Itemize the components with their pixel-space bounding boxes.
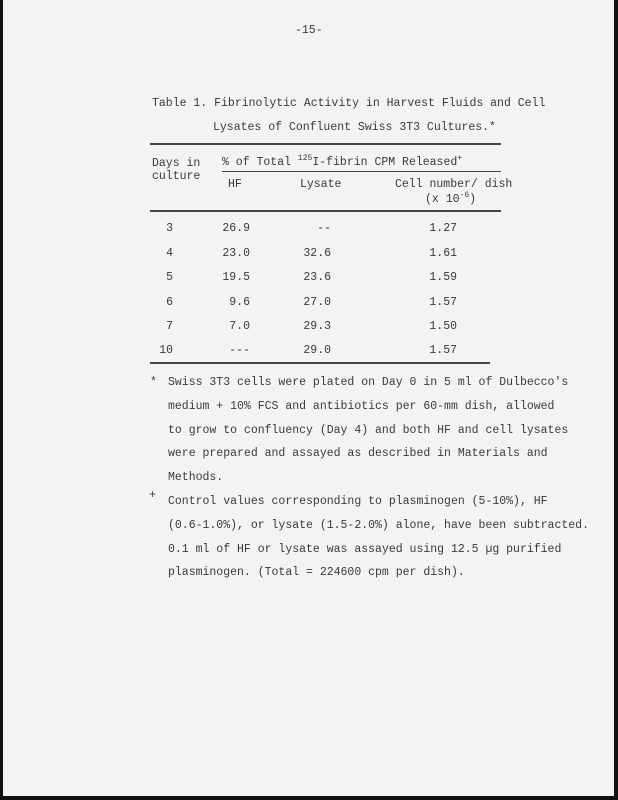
- cell-lysate: 27.0: [303, 296, 331, 309]
- header-days-2: culture: [152, 170, 201, 183]
- footnote-line: to grow to confluency (Day 4) and both HF and cell lysates: [168, 424, 569, 437]
- group-mark: +: [457, 154, 463, 163]
- cell-cell-number: 1.27: [429, 222, 457, 235]
- footnote-line: Swiss 3T3 cells were plated on Day 0 in 5 ml of Dulbecco's: [168, 376, 569, 389]
- unit-exp: -6: [459, 191, 470, 200]
- cell-cell-number: 1.57: [429, 296, 457, 309]
- cell-hf: 7.0: [229, 320, 250, 333]
- group-sup: 125: [297, 154, 313, 163]
- cell-hf: 19.5: [222, 271, 250, 284]
- top-rule: [150, 143, 501, 145]
- header-days: Days in: [152, 157, 201, 170]
- document-page: [3, 0, 614, 796]
- footnote-line: 0.1 ml of HF or lysate was assayed using 12.5 µg purified: [168, 543, 562, 556]
- cell-days: 6: [166, 296, 173, 309]
- cell-hf: 9.6: [229, 296, 250, 309]
- table-title-line1: Table 1. Fibrinolytic Activity in Harvest Fluids and Cell: [152, 97, 546, 110]
- header-cells: Cell number/ dish: [395, 178, 513, 191]
- footnote-line: Control values corresponding to plasminogen (5-10%), HF: [168, 495, 548, 508]
- footnote1-mark: *: [150, 376, 157, 389]
- footnote2-mark: +: [149, 489, 156, 502]
- cell-days: 5: [166, 271, 173, 284]
- cell-days: 7: [166, 320, 173, 333]
- group-rule: [222, 171, 501, 172]
- header-hf: HF: [228, 178, 242, 191]
- cell-days: 10: [159, 344, 173, 357]
- header-lysate: Lysate: [300, 178, 342, 191]
- unit-base: (x 10: [425, 193, 460, 206]
- cell-hf: ---: [229, 344, 250, 357]
- cell-lysate: 29.3: [303, 320, 331, 333]
- footnote-line: medium + 10% FCS and antibiotics per 60-mm dish, allowed: [168, 400, 555, 413]
- page-number: -15-: [295, 24, 323, 37]
- cell-hf: 26.9: [222, 222, 250, 235]
- header-group: [222, 155, 462, 169]
- group-suffix: I-fibrin CPM Released: [312, 156, 458, 169]
- cell-days: 3: [166, 222, 173, 235]
- cell-hf: 23.0: [222, 247, 250, 260]
- group-prefix: % of Total: [222, 156, 298, 169]
- cell-lysate: 23.6: [303, 271, 331, 284]
- unit-close: ): [469, 193, 477, 206]
- footnote-line: Methods.: [168, 471, 224, 484]
- footnote-line: (0.6-1.0%), or lysate (1.5-2.0%) alone, have been subtracted.: [168, 519, 589, 532]
- footnote-line: plasminogen. (Total = 224600 cpm per dish).: [168, 566, 465, 579]
- cell-cell-number: 1.50: [429, 320, 457, 333]
- footnote-line: were prepared and assayed as described in Materials and: [168, 447, 548, 460]
- table-title-line2: Lysates of Confluent Swiss 3T3 Cultures.*: [213, 121, 496, 134]
- cell-days: 4: [166, 247, 173, 260]
- header-rule: [150, 210, 501, 212]
- cell-lysate: 32.6: [303, 247, 331, 260]
- cell-cell-number: 1.61: [429, 247, 457, 260]
- header-cells-unit: [425, 192, 476, 206]
- cell-cell-number: 1.57: [429, 344, 457, 357]
- bottom-rule: [150, 362, 490, 364]
- cell-lysate: 29.0: [303, 344, 331, 357]
- cell-lysate: --: [317, 222, 331, 235]
- cell-cell-number: 1.59: [429, 271, 457, 284]
